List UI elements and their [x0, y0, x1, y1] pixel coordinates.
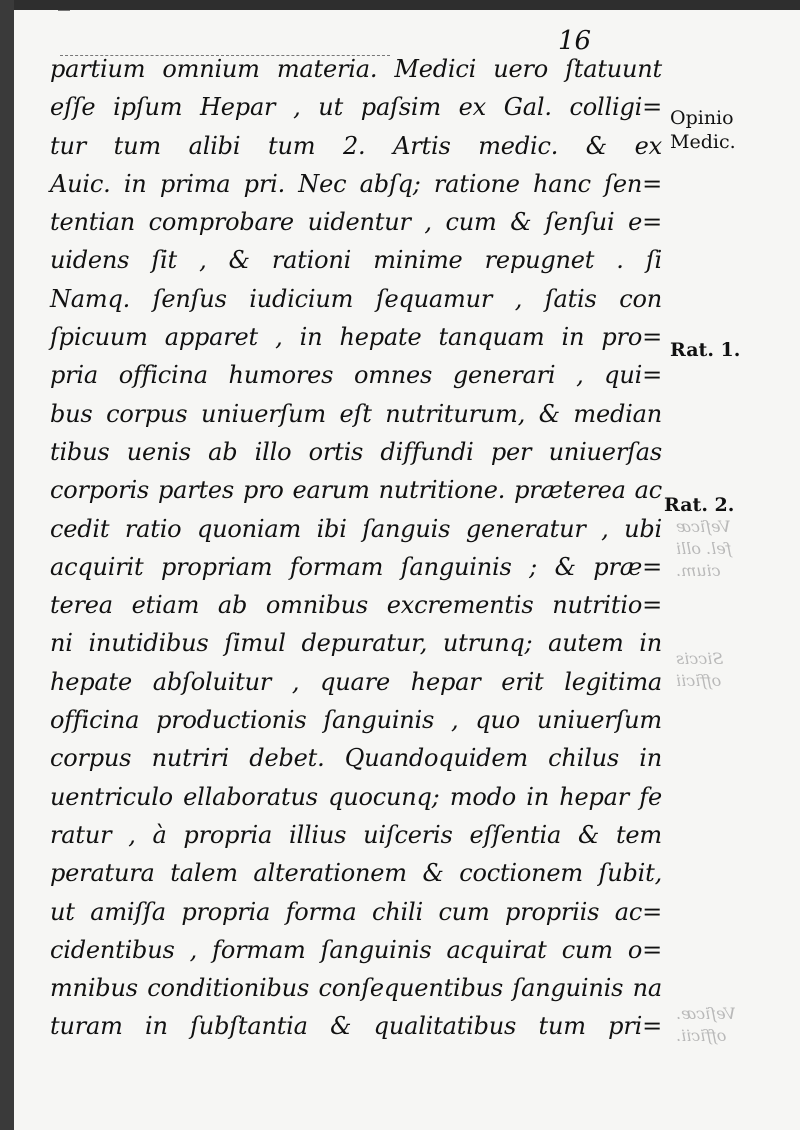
- bleed-line: cium.: [676, 561, 721, 580]
- bleed-line: Veſicæ.: [676, 1004, 736, 1023]
- bleed-line: Veſicæ: [676, 517, 731, 536]
- page-number: 16: [558, 26, 592, 56]
- bleed-line: officii: [676, 671, 722, 690]
- text-line: ni inutidibus ſimul depuratur, utrunq; autem in: [50, 629, 662, 658]
- text-line: tur tum alibi tum 2. Artis medic. & ex: [50, 131, 662, 160]
- text-line: tibus uenis ab illo ortis diffundi per uniuerſas: [50, 437, 662, 466]
- bleed-line: Siccis: [676, 649, 724, 668]
- text-line: hepate abſoluitur , quare hepar erit legitima: [50, 667, 662, 696]
- text-line: ut amiſſa propria forma chili cum propriis ac=: [50, 897, 662, 926]
- text-line: ratur , à propria illius uiſceris eſſentia & tem: [50, 820, 662, 849]
- text-line: acquirit propriam formam ſanguinis ; & præ=: [50, 552, 662, 581]
- text-line: terea etiam ab omnibus excrementis nutritio=: [50, 591, 662, 620]
- text-line: cidentibus , formam ſanguinis acquirat cum o=: [50, 935, 662, 964]
- margin-note-opinio: [670, 106, 736, 154]
- scan-top-edge: [0, 0, 800, 10]
- text-line: officina productionis ſanguinis , quo uniuerſum: [50, 706, 662, 735]
- text-line: mnibus conditionibus conſequentibus ſanguinis na: [50, 974, 662, 1003]
- bleed-line: fel. olli: [676, 539, 732, 558]
- text-line: eſſe ipſum Hepar , ut paſsim ex Gal. colligi=: [50, 93, 662, 122]
- margin-note-rat1: Rat. 1.: [670, 339, 741, 361]
- text-line: pria officina humores omnes generari , qui=: [50, 361, 662, 390]
- text-line: ſpicuum apparet , in hepate tanquam in pro=: [50, 323, 662, 352]
- text-line: cedit ratio quoniam ibi ſanguis generatur , ubi: [50, 514, 662, 543]
- header-dash: [58, 10, 70, 11]
- text-line: tentian comprobare uidentur , cum & ſenſui e=: [50, 208, 662, 237]
- text-line: turam in ſubſtantia & qualitatibus tum pri=: [50, 1012, 662, 1041]
- text-line: peratura talem alterationem & coctionem ſubit,: [50, 859, 662, 888]
- margin-note-opinio-line2: Medic.: [670, 131, 736, 153]
- scan-left-edge: [0, 0, 14, 1130]
- body-text: [50, 50, 662, 1046]
- bleed-through-note-2: [676, 648, 766, 692]
- text-line: Auic. in prima pri. Nec abſq; ratione hanc ſen=: [50, 169, 662, 198]
- text-line: uentriculo ellaboratus quocunq; modo in hepar fe: [50, 782, 662, 811]
- bleed-through-note-3: [676, 1003, 766, 1047]
- margin-note-rat2: Rat. 2.: [664, 494, 735, 516]
- text-line: corpus nutriri debet. Quandoquidem chilus in: [50, 744, 662, 773]
- bleed-through-note-1: [676, 516, 766, 582]
- text-line: Namq. ſenſus iudicium ſequamur , ſatis con: [50, 284, 662, 313]
- text-line: corporis partes pro earum nutritione. præterea ac: [50, 476, 662, 505]
- text-line: uidens ſit , & rationi minime repugnet . ſi: [50, 246, 662, 275]
- text-line: bus corpus uniuerſum eſt nutriturum, & median: [50, 399, 662, 428]
- margin-note-opinio-line1: Opinio: [670, 107, 734, 129]
- bleed-line: officii.: [676, 1026, 727, 1045]
- text-line: partium omnium materia. Medici uero ſtatuunt: [50, 55, 662, 83]
